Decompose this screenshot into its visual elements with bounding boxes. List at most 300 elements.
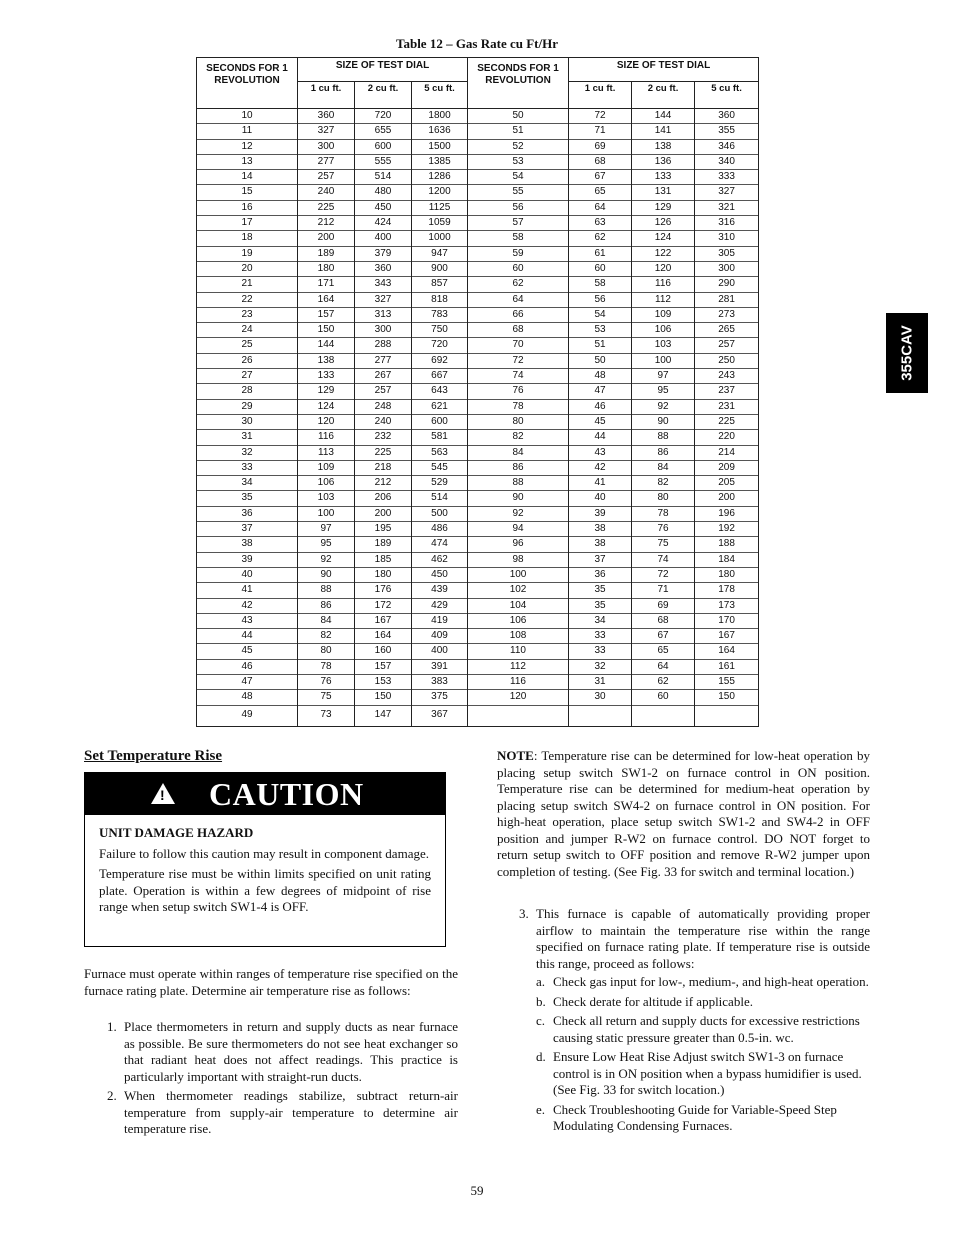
table-cell: 486 [412,522,468,537]
table-cell: 50 [569,353,632,368]
table-cell: 76 [468,384,569,399]
table-cell: 21 [197,277,298,292]
table-cell: 106 [298,476,355,491]
table-cell: 57 [468,216,569,231]
table-cell: 76 [298,674,355,689]
table-cell: 141 [632,124,695,139]
table-cell: 120 [468,690,569,705]
table-row [197,170,759,185]
table-cell: 126 [632,216,695,231]
table-cell: 150 [695,690,759,705]
table-cell: 555 [355,154,412,169]
table-cell: 144 [298,338,355,353]
table-cell: 94 [468,522,569,537]
table-cell: 257 [355,384,412,399]
table-row [197,644,759,659]
table-cell: 109 [632,307,695,322]
table-cell: 29 [197,399,298,414]
table-row [197,598,759,613]
table-cell: 68 [632,613,695,628]
table-cell: 53 [468,154,569,169]
table-cell: 273 [695,307,759,322]
list-text: Check all return and supply ducts for excessive restrictions causing static pressure greater than 0.5-in. wc. [553,1013,860,1045]
table-cell: 82 [468,430,569,445]
table-cell: 14 [197,170,298,185]
table-cell: 160 [355,644,412,659]
table-cell: 54 [569,307,632,322]
table-cell: 28 [197,384,298,399]
table-cell: 78 [632,506,695,521]
list-text: Check derate for altitude if applicable. [553,993,753,1009]
table-cell: 196 [695,506,759,521]
table-cell: 129 [298,384,355,399]
table-cell: 48 [569,369,632,384]
table-cell: 88 [468,476,569,491]
table-cell: 237 [695,384,759,399]
table-row [197,506,759,521]
table-cell: 220 [695,430,759,445]
table-cell: 45 [569,414,632,429]
table-cell: 173 [695,598,759,613]
table-cell: 70 [468,338,569,353]
table-cell: 340 [695,154,759,169]
table-cell: 88 [632,430,695,445]
section-heading: Set Temperature Rise [84,748,223,764]
table-cell: 947 [412,246,468,261]
table-row [197,690,759,705]
table-cell: 439 [412,583,468,598]
table-cell: 333 [695,170,759,185]
table-cell: 100 [298,506,355,521]
table-row [197,353,759,368]
table-row [197,277,759,292]
table-cell: 120 [298,414,355,429]
table-cell: 164 [695,644,759,659]
table-cell: 78 [468,399,569,414]
table-cell: 164 [355,629,412,644]
table-cell: 34 [197,476,298,491]
table-cell: 72 [632,567,695,582]
table-cell: 243 [695,369,759,384]
table-row [197,705,759,726]
table-cell: 400 [412,644,468,659]
table-cell: 120 [632,261,695,276]
table-cell: 185 [355,552,412,567]
table-row [197,323,759,338]
table-cell: 67 [632,629,695,644]
table-cell: 419 [412,613,468,628]
table-cell: 62 [468,277,569,292]
table-cell: 667 [412,369,468,384]
table-cell: 400 [355,231,412,246]
table-row [197,124,759,139]
table-cell: 514 [412,491,468,506]
table-cell: 43 [197,613,298,628]
caution-body [85,815,445,916]
table-cell: 71 [569,124,632,139]
table-row [197,430,759,445]
table-cell: 900 [412,261,468,276]
list-item [519,906,870,972]
table-cell: 563 [412,445,468,460]
table-cell: 383 [412,674,468,689]
list-item [536,1049,870,1099]
table-cell: 86 [468,460,569,475]
table-cell: 176 [355,583,412,598]
table-row [197,139,759,154]
table-cell: 218 [355,460,412,475]
table-cell: 47 [569,384,632,399]
table-cell: 113 [298,445,355,460]
table-row [197,659,759,674]
table-cell: 257 [298,170,355,185]
warning-triangle-icon [151,783,175,804]
table-cell: 205 [695,476,759,491]
table-cell: 17 [197,216,298,231]
table-cell: 429 [412,598,468,613]
table-cell: 76 [632,522,695,537]
table-cell: 375 [412,690,468,705]
table-cell: 36 [569,567,632,582]
table-cell: 305 [695,246,759,261]
dial-header: 2 cu ft. [632,82,695,109]
table-cell: 90 [632,414,695,429]
table-cell: 212 [298,216,355,231]
table-cell: 96 [468,537,569,552]
table-cell: 15 [197,185,298,200]
table-row [197,460,759,475]
table-cell: 12 [197,139,298,154]
table-cell: 116 [468,674,569,689]
table-cell: 857 [412,277,468,292]
table-row [197,246,759,261]
table-cell: 48 [197,690,298,705]
table-cell: 82 [632,476,695,491]
table-cell: 720 [412,338,468,353]
table-cell: 360 [298,109,355,124]
table-cell: 265 [695,323,759,338]
table-cell: 367 [412,705,468,726]
table-cell: 67 [569,170,632,185]
table-cell: 60 [468,261,569,276]
table-cell: 38 [569,522,632,537]
table-cell: 43 [569,445,632,460]
table-cell: 225 [355,445,412,460]
table-cell: 75 [632,537,695,552]
dial-header: 2 cu ft. [355,82,412,109]
table-cell: 26 [197,353,298,368]
table-cell: 327 [298,124,355,139]
table-cell: 35 [569,583,632,598]
table-cell: 64 [632,659,695,674]
table-cell: 153 [355,674,412,689]
table-cell: 59 [468,246,569,261]
table-title: Table 12 – Gas Rate cu Ft/Hr [395,36,558,51]
table-cell: 200 [695,491,759,506]
table-cell: 69 [569,139,632,154]
table-cell: 462 [412,552,468,567]
table-cell: 267 [355,369,412,384]
table-cell: 206 [355,491,412,506]
side-tab [886,313,928,393]
table-cell: 102 [468,583,569,598]
list-item [536,1013,870,1046]
table-cell: 138 [298,353,355,368]
table-cell: 64 [468,292,569,307]
table-cell: 655 [355,124,412,139]
gas-rate-table [196,57,759,727]
note-label: NOTE [497,748,534,763]
table-cell: 248 [355,399,412,414]
table-cell: 80 [468,414,569,429]
list-text: Check gas input for low-, medium-, and high-heat operation. [553,974,869,989]
table-cell: 36 [197,506,298,521]
note-paragraph [497,748,870,880]
table-row [197,674,759,689]
table-cell: 1800 [412,109,468,124]
table-cell: 360 [695,109,759,124]
table-cell: 692 [412,353,468,368]
table-cell: 214 [695,445,759,460]
table-cell: 180 [298,261,355,276]
table-cell: 86 [632,445,695,460]
table-cell: 90 [298,567,355,582]
table-cell: 500 [412,506,468,521]
table-cell: 180 [695,567,759,582]
table-cell: 30 [197,414,298,429]
table-cell: 783 [412,307,468,322]
table-cell: 480 [355,185,412,200]
note-text: : Temperature rise can be determined for low-heat operation by placing setup switch SW1-2 on furnace control in ON position. Temperature rise can be determined for medium-heat operation by placing setup switch SW4-2 on furnace control in ON position. For high-heat operation, place setup switch SW1-2 and SW4-2 in OFF position and jumper R-W2 on furnace control. DO NOT forget to return setup switch to OFF position and remove R-W2 jumper upon completion of testing. (See Fig. 33 for switch and terminal location.) [497,748,870,879]
table-cell: 32 [569,659,632,674]
table-cell: 73 [298,705,355,726]
table-row [197,476,759,491]
table-cell: 1125 [412,200,468,215]
table-row [197,384,759,399]
table-cell: 66 [468,307,569,322]
table-row [197,414,759,429]
table-cell: 1200 [412,185,468,200]
table-cell: 62 [632,674,695,689]
table-cell: 35 [569,598,632,613]
table-cell: 31 [197,430,298,445]
list-text: Ensure Low Heat Rise Adjust switch SW1-3 on furnace control is in ON position when a bypass humidifier is used. (See Fig. 33 for switch location.) [553,1049,862,1097]
dial-header: 5 cu ft. [412,82,468,109]
table-cell: 13 [197,154,298,169]
table-cell: 514 [355,170,412,185]
table-cell: 80 [298,644,355,659]
table-cell: 10 [197,109,298,124]
dial-header: 1 cu ft. [298,82,355,109]
table-cell: 44 [569,430,632,445]
table-cell: 147 [355,705,412,726]
table-cell: 112 [468,659,569,674]
table-cell: 167 [695,629,759,644]
table-cell: 343 [355,277,412,292]
table-cell: 1000 [412,231,468,246]
table-cell: 346 [695,139,759,154]
list-item [107,1088,458,1138]
table-cell: 155 [695,674,759,689]
table-cell: 42 [197,598,298,613]
table-row [197,583,759,598]
table-cell: 133 [632,170,695,185]
table-cell: 37 [569,552,632,567]
table-cell: 103 [298,491,355,506]
table-cell: 68 [468,323,569,338]
table-cell: 545 [412,460,468,475]
table-cell: 1385 [412,154,468,169]
table-cell: 172 [355,598,412,613]
table-cell: 1286 [412,170,468,185]
list-letter: a. [536,974,546,989]
table-cell: 1500 [412,139,468,154]
table-cell: 170 [695,613,759,628]
table-cell: 38 [197,537,298,552]
step-3 [519,906,870,975]
table-cell: 474 [412,537,468,552]
table-cell: 32 [197,445,298,460]
table-cell: 164 [298,292,355,307]
table-cell: 360 [355,261,412,276]
table-cell: 189 [298,246,355,261]
table-cell: 37 [197,522,298,537]
table-cell: 313 [355,307,412,322]
table-cell [468,705,569,726]
table-cell: 200 [355,506,412,521]
table-cell: 109 [298,460,355,475]
table-cell: 250 [695,353,759,368]
table-cell: 106 [468,613,569,628]
table-cell: 49 [197,705,298,726]
table-cell: 40 [569,491,632,506]
table-cell: 643 [412,384,468,399]
table-cell: 257 [695,338,759,353]
table-cell: 100 [468,567,569,582]
table-cell: 53 [569,323,632,338]
table-row [197,200,759,215]
table-cell: 529 [412,476,468,491]
table-cell: 321 [695,200,759,215]
list-letter: b. [536,993,546,1009]
page-number: 59 [470,1183,484,1198]
hazard-title: UNIT DAMAGE HAZARD [99,825,254,840]
table-cell: 82 [298,629,355,644]
table-cell: 240 [355,414,412,429]
table-row [197,231,759,246]
table-cell: 40 [197,567,298,582]
table-cell: 95 [632,384,695,399]
table-cell: 240 [298,185,355,200]
table-cell: 84 [298,613,355,628]
header-size-right: SIZE OF TEST DIAL [569,58,759,82]
table-cell: 106 [632,323,695,338]
table-cell: 300 [695,261,759,276]
table-cell [695,705,759,726]
table-cell: 225 [695,414,759,429]
table-row [197,613,759,628]
table-cell: 277 [355,353,412,368]
table-cell: 50 [468,109,569,124]
table-cell: 52 [468,139,569,154]
caution-paragraph: Failure to follow this caution may result in component damage. [99,845,429,861]
table-row [197,369,759,384]
table-cell: 41 [569,476,632,491]
table-row [197,307,759,322]
table-cell: 379 [355,246,412,261]
table-cell: 108 [468,629,569,644]
table-cell: 88 [298,583,355,598]
list-item [536,993,870,1011]
table-cell: 355 [695,124,759,139]
table-cell: 39 [197,552,298,567]
table-cell: 391 [412,659,468,674]
table-cell: 55 [468,185,569,200]
table-cell: 124 [632,231,695,246]
table-cell: 69 [632,598,695,613]
table-cell: 195 [355,522,412,537]
header-seconds-left: SECONDS FOR 1 REVOLUTION [197,58,298,109]
table-cell: 1636 [412,124,468,139]
table-cell: 450 [355,200,412,215]
table-cell: 18 [197,231,298,246]
table-row [197,445,759,460]
table-cell: 58 [468,231,569,246]
table-row [197,292,759,307]
table-cell: 34 [569,613,632,628]
table-cell: 11 [197,124,298,139]
table-cell: 65 [632,644,695,659]
table-cell: 68 [569,154,632,169]
table-row [197,491,759,506]
table-cell: 62 [569,231,632,246]
sub-steps [536,974,870,1138]
table-cell: 116 [298,430,355,445]
table-cell: 212 [355,476,412,491]
table-cell: 232 [355,430,412,445]
table-cell: 316 [695,216,759,231]
table-cell: 104 [468,598,569,613]
table-cell: 157 [298,307,355,322]
table-cell: 138 [632,139,695,154]
table-cell: 60 [632,690,695,705]
table-cell: 42 [569,460,632,475]
table-cell: 310 [695,231,759,246]
table-body [197,109,759,727]
table-cell: 63 [569,216,632,231]
table-cell: 288 [355,338,412,353]
table-cell: 64 [569,200,632,215]
table-cell: 84 [632,460,695,475]
table-cell: 97 [632,369,695,384]
table-cell: 51 [569,338,632,353]
table-cell: 189 [355,537,412,552]
table-cell: 92 [298,552,355,567]
table-cell: 72 [468,353,569,368]
list-number: 3. [519,906,529,921]
list-letter: c. [536,1013,546,1028]
table-cell: 80 [632,491,695,506]
left-intro: Furnace must operate within ranges of temperature rise specified on the furnace rating plate. Determine air temperature rise as follows: [84,966,458,998]
table-cell: 124 [298,399,355,414]
table-cell: 20 [197,261,298,276]
table-cell: 180 [355,567,412,582]
table-cell: 33 [197,460,298,475]
table-cell: 44 [197,629,298,644]
table-row [197,629,759,644]
table-cell: 16 [197,200,298,215]
list-item [107,1019,458,1085]
